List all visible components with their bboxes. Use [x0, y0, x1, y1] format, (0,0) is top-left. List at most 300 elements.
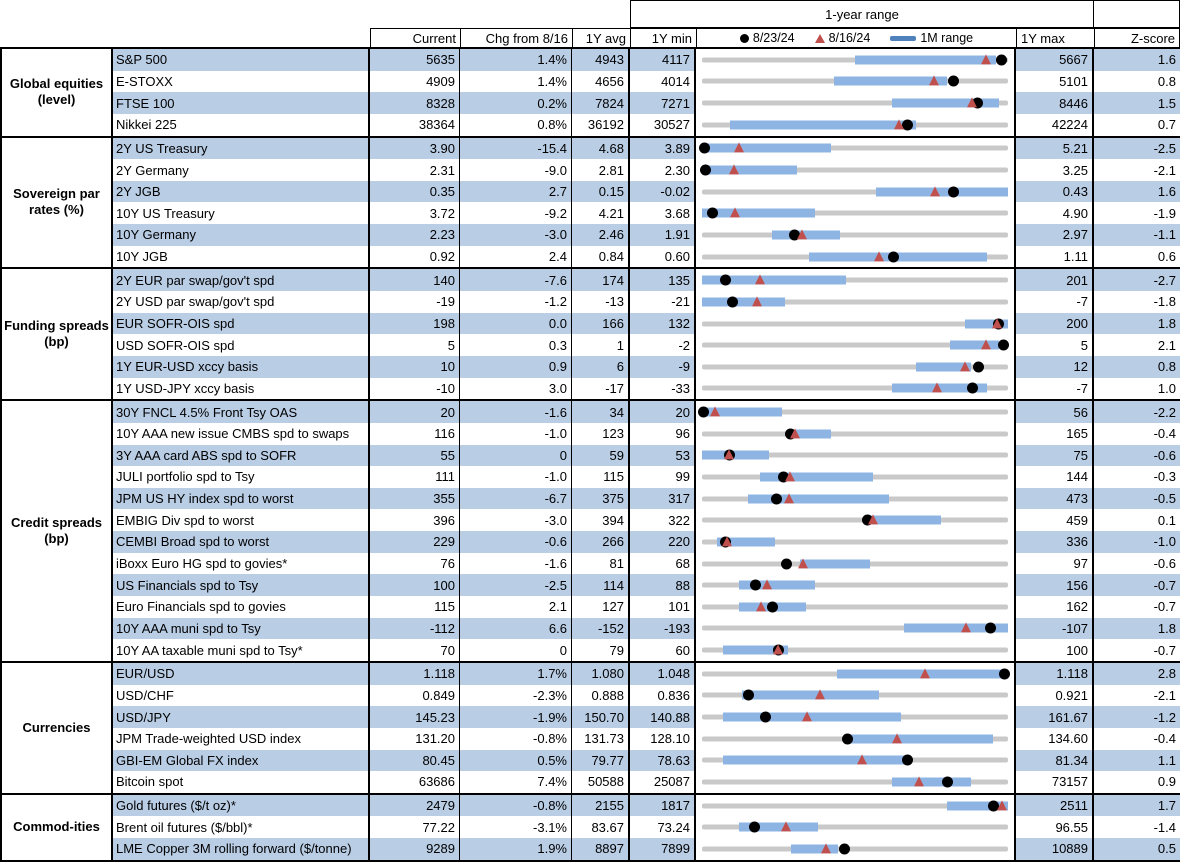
range-chart — [696, 618, 1016, 640]
range-chart — [696, 138, 1016, 160]
range-chart — [696, 838, 1016, 860]
cell-z-score: 0.8 — [1094, 71, 1180, 93]
cell-current: 116 — [370, 423, 460, 445]
cell-1y-max: 0.921 — [1016, 685, 1094, 707]
range-chart — [696, 750, 1016, 772]
range-chart-area — [702, 553, 1008, 575]
prior-week-triangle-marker — [756, 601, 766, 611]
cell-chg: 0.5% — [460, 750, 572, 772]
cell-chg: -3.0 — [460, 509, 572, 531]
cell-1y-avg: 36192 — [572, 114, 630, 136]
cell-1y-max: 8446 — [1016, 92, 1094, 114]
cell-1y-min: -2 — [630, 334, 696, 356]
cell-z-score: 0.9 — [1094, 771, 1180, 793]
prior-week-triangle-marker — [773, 645, 783, 655]
cell-chg: 0.8% — [460, 114, 572, 136]
cell-1y-min: 101 — [630, 596, 696, 618]
cell-current: 2.23 — [370, 224, 460, 246]
prior-week-triangle-marker — [929, 76, 939, 86]
cell-1y-min: 0.836 — [630, 685, 696, 707]
cell-1y-avg: -152 — [572, 618, 630, 640]
cell-1y-min: -193 — [630, 618, 696, 640]
cell-1y-min: 99 — [630, 466, 696, 488]
cell-chg: -15.4 — [460, 138, 572, 160]
range-chart-area — [702, 685, 1008, 707]
range-chart-area — [702, 269, 1008, 291]
cell-1y-avg: 1 — [572, 334, 630, 356]
cell-chg: -3.1% — [460, 816, 572, 838]
cell-chg: -9.0 — [460, 159, 572, 181]
range-chart-area — [702, 356, 1008, 378]
current-dot-marker — [948, 76, 959, 87]
cell-1y-avg: 127 — [572, 596, 630, 618]
cell-1y-min: 60 — [630, 639, 696, 661]
one-month-range-bar — [702, 297, 785, 306]
prior-week-triangle-marker — [857, 755, 867, 765]
cell-1y-max: 134.60 — [1016, 728, 1094, 750]
cell-1y-max: 97 — [1016, 553, 1094, 575]
range-chart — [696, 378, 1016, 400]
prior-week-triangle-marker — [981, 54, 991, 64]
cell-1y-avg: 59 — [572, 445, 630, 467]
cell-1y-avg: 174 — [572, 269, 630, 291]
cell-1y-avg: 131.73 — [572, 728, 630, 750]
range-chart — [696, 401, 1016, 423]
range-chart — [696, 202, 1016, 224]
range-chart — [696, 181, 1016, 203]
range-chart-area — [702, 596, 1008, 618]
row-name: 2Y EUR par swap/gov't spd — [113, 269, 370, 291]
row-name: E-STOXX — [113, 71, 370, 93]
cell-1y-max: 81.34 — [1016, 750, 1094, 772]
range-chart-area — [702, 92, 1008, 114]
one-month-range-bar — [702, 144, 831, 153]
range-chart — [696, 334, 1016, 356]
cell-chg: 0.9 — [460, 356, 572, 378]
cell-z-score: -1.0 — [1094, 531, 1180, 553]
current-dot-marker — [750, 580, 761, 591]
row-name: 2Y JGB — [113, 181, 370, 203]
prior-week-triangle-marker — [914, 776, 924, 786]
cell-1y-min: 317 — [630, 488, 696, 510]
cell-current: 8328 — [370, 92, 460, 114]
year-range-track — [702, 232, 1008, 237]
cell-chg: -3.0 — [460, 224, 572, 246]
cell-current: 0.92 — [370, 246, 460, 268]
cell-current: 115 — [370, 596, 460, 618]
cell-current: 5 — [370, 334, 460, 356]
range-chart-area — [702, 531, 1008, 553]
dot-marker-icon — [740, 34, 749, 43]
section-label: Currencies — [2, 663, 113, 793]
cell-1y-min: 140.88 — [630, 706, 696, 728]
range-chart-area — [702, 750, 1008, 772]
cell-chg: -0.8% — [460, 728, 572, 750]
current-dot-marker — [743, 690, 754, 701]
range-chart — [696, 356, 1016, 378]
one-month-range-bar — [950, 341, 999, 350]
row-name: USD/CHF — [113, 685, 370, 707]
cell-1y-min: 30527 — [630, 114, 696, 136]
cell-chg: -1.9% — [460, 706, 572, 728]
one-month-range-bar — [849, 734, 993, 743]
cell-1y-max: 3.25 — [1016, 159, 1094, 181]
prior-week-triangle-marker — [961, 623, 971, 633]
header-spacer-names — [0, 28, 370, 47]
row-name: 1Y USD-JPY xccy basis — [113, 378, 370, 400]
cell-chg: -1.2 — [460, 291, 572, 313]
section-label: Global equities (level) — [2, 49, 113, 136]
cell-z-score: -0.4 — [1094, 423, 1180, 445]
range-chart — [696, 596, 1016, 618]
one-month-range-bar — [702, 166, 797, 175]
cell-1y-max: 156 — [1016, 574, 1094, 596]
cell-chg: -1.6 — [460, 401, 572, 423]
cell-current: 396 — [370, 509, 460, 531]
cell-1y-avg: 123 — [572, 423, 630, 445]
cell-z-score: -0.6 — [1094, 553, 1180, 575]
range-chart-area — [702, 378, 1008, 400]
cell-1y-min: 53 — [630, 445, 696, 467]
current-dot-marker — [996, 54, 1007, 65]
cell-1y-max: -107 — [1016, 618, 1094, 640]
row-name: 10Y AAA new issue CMBS spd to swaps — [113, 423, 370, 445]
triangle-marker-icon — [815, 34, 825, 43]
cell-current: 4909 — [370, 71, 460, 93]
row-name: S&P 500 — [113, 49, 370, 71]
cell-1y-avg: -13 — [572, 291, 630, 313]
cell-current: 5635 — [370, 49, 460, 71]
cell-z-score: 0.6 — [1094, 246, 1180, 268]
cell-z-score: 1.6 — [1094, 181, 1180, 203]
range-chart — [696, 728, 1016, 750]
legend-item-bar — [890, 31, 973, 45]
range-chart — [696, 771, 1016, 793]
prior-week-triangle-marker — [892, 733, 902, 743]
current-dot-marker — [771, 493, 782, 504]
range-chart-area — [702, 706, 1008, 728]
range-chart-area — [702, 138, 1008, 160]
cell-chg: -0.6 — [460, 531, 572, 553]
cell-current: 111 — [370, 466, 460, 488]
cell-z-score: 2.1 — [1094, 334, 1180, 356]
row-name: USD SOFR-OIS spd — [113, 334, 370, 356]
range-chart — [696, 531, 1016, 553]
cell-1y-avg: 375 — [572, 488, 630, 510]
cell-chg: 2.4 — [460, 246, 572, 268]
range-chart-area — [702, 728, 1008, 750]
cell-1y-min: 128.10 — [630, 728, 696, 750]
cell-1y-avg: 7824 — [572, 92, 630, 114]
cell-z-score: 1.7 — [1094, 795, 1180, 817]
range-chart-area — [702, 114, 1008, 136]
cell-z-score: -1.9 — [1094, 202, 1180, 224]
current-dot-marker — [942, 776, 953, 787]
range-chart-area — [702, 224, 1008, 246]
cell-1y-max: 200 — [1016, 313, 1094, 335]
cell-1y-min: 78.63 — [630, 750, 696, 772]
cell-chg: 2.1 — [460, 596, 572, 618]
range-chart — [696, 795, 1016, 817]
row-name: 2Y USD par swap/gov't spd — [113, 291, 370, 313]
range-chart — [696, 49, 1016, 71]
cell-current: 20 — [370, 401, 460, 423]
cell-chg: -1.0 — [460, 466, 572, 488]
section-label: Sovereign par rates (%) — [2, 138, 113, 268]
prior-week-triangle-marker — [821, 843, 831, 853]
row-name: Nikkei 225 — [113, 114, 370, 136]
one-month-range-bar — [702, 209, 815, 218]
cell-chg: 1.4% — [460, 71, 572, 93]
cell-current: 70 — [370, 639, 460, 661]
row-name: LME Copper 3M rolling forward ($/tonne) — [113, 838, 370, 860]
legend-triangle-label: 8/16/24 — [828, 31, 871, 45]
cell-z-score: -2.1 — [1094, 685, 1180, 707]
cell-chg: -1.6 — [460, 553, 572, 575]
prior-week-triangle-marker — [967, 97, 977, 107]
prior-week-triangle-marker — [752, 296, 762, 306]
cell-1y-max: 100 — [1016, 639, 1094, 661]
range-chart-area — [702, 246, 1008, 268]
cell-chg: 0 — [460, 639, 572, 661]
row-name: 10Y JGB — [113, 246, 370, 268]
range-chart-area — [702, 159, 1008, 181]
row-name: CEMBI Broad spd to worst — [113, 531, 370, 553]
cell-1y-max: 201 — [1016, 269, 1094, 291]
cell-z-score: -0.7 — [1094, 639, 1180, 661]
cell-current: 2479 — [370, 795, 460, 817]
range-chart-area — [702, 574, 1008, 596]
header-row-columns — [0, 28, 1180, 47]
cell-chg: 0.0 — [460, 313, 572, 335]
row-name: Gold futures ($/t oz)* — [113, 795, 370, 817]
header-empty-corner — [1094, 0, 1180, 28]
cell-1y-min: 25087 — [630, 771, 696, 793]
cell-current: 80.45 — [370, 750, 460, 772]
row-name: 10Y AA taxable muni spd to Tsy* — [113, 639, 370, 661]
row-name: EUR/USD — [113, 663, 370, 685]
cell-1y-max: 1.118 — [1016, 663, 1094, 685]
cell-1y-avg: 79.77 — [572, 750, 630, 772]
current-dot-marker — [781, 558, 792, 569]
range-chart — [696, 92, 1016, 114]
row-name: 10Y Germany — [113, 224, 370, 246]
cell-1y-max: 1.11 — [1016, 246, 1094, 268]
cell-1y-max: 473 — [1016, 488, 1094, 510]
cell-1y-max: 56 — [1016, 401, 1094, 423]
cell-1y-min: -21 — [630, 291, 696, 313]
section-currencies — [2, 661, 1178, 793]
cell-1y-min: 68 — [630, 553, 696, 575]
cell-1y-avg: 4656 — [572, 71, 630, 93]
cell-current: 229 — [370, 531, 460, 553]
one-month-range-bar — [742, 691, 880, 700]
cell-chg: -2.3% — [460, 685, 572, 707]
cell-current: 76 — [370, 553, 460, 575]
range-chart — [696, 114, 1016, 136]
current-dot-marker — [948, 186, 959, 197]
cell-current: 131.20 — [370, 728, 460, 750]
cell-1y-avg: 0.84 — [572, 246, 630, 268]
range-chart — [696, 445, 1016, 467]
cell-1y-avg: 50588 — [572, 771, 630, 793]
cell-1y-avg: 4943 — [572, 49, 630, 71]
prior-week-triangle-marker — [755, 275, 765, 285]
header-spacer-left — [0, 0, 630, 28]
one-month-range-bar — [748, 494, 889, 503]
range-chart-area — [702, 771, 1008, 793]
cell-z-score: 1.1 — [1094, 750, 1180, 772]
cell-z-score: 0.7 — [1094, 114, 1180, 136]
cell-z-score: -2.7 — [1094, 269, 1180, 291]
chart-legend — [696, 28, 1016, 47]
current-dot-marker — [699, 143, 710, 154]
range-chart-area — [702, 466, 1008, 488]
range-chart — [696, 159, 1016, 181]
one-month-range-bar — [702, 451, 769, 460]
row-name: Brent oil futures ($/bbl)* — [113, 816, 370, 838]
range-chart-area — [702, 181, 1008, 203]
prior-week-triangle-marker — [802, 711, 812, 721]
range-chart-area — [702, 509, 1008, 531]
prior-week-triangle-marker — [785, 471, 795, 481]
cell-1y-max: 96.55 — [1016, 816, 1094, 838]
current-dot-marker — [998, 340, 1009, 351]
current-dot-marker — [967, 383, 978, 394]
cell-1y-min: 1817 — [630, 795, 696, 817]
one-month-range-bar — [723, 756, 907, 765]
cell-1y-avg: 115 — [572, 466, 630, 488]
range-chart — [696, 313, 1016, 335]
range-chart — [696, 509, 1016, 531]
one-month-range-bar — [730, 120, 917, 129]
cell-current: 145.23 — [370, 706, 460, 728]
cell-1y-avg: 266 — [572, 531, 630, 553]
one-month-range-bar — [892, 777, 972, 786]
cell-chg: 1.9% — [460, 838, 572, 860]
cell-1y-avg: 2.81 — [572, 159, 630, 181]
range-chart-area — [702, 488, 1008, 510]
current-dot-marker — [707, 208, 718, 219]
range-chart-area — [702, 71, 1008, 93]
cell-z-score: -1.8 — [1094, 291, 1180, 313]
cell-1y-min: 1.048 — [630, 663, 696, 685]
current-dot-marker — [985, 623, 996, 634]
row-name: GBI-EM Global FX index — [113, 750, 370, 772]
row-name: 30Y FNCL 4.5% Front Tsy OAS — [113, 401, 370, 423]
cell-1y-max: 2511 — [1016, 795, 1094, 817]
cell-current: 140 — [370, 269, 460, 291]
prior-week-triangle-marker — [992, 318, 1002, 328]
cell-z-score: 1.8 — [1094, 313, 1180, 335]
cell-z-score: -0.7 — [1094, 596, 1180, 618]
row-name: 10Y US Treasury — [113, 202, 370, 224]
cell-1y-avg: 4.68 — [572, 138, 630, 160]
legend-bar-label: 1M range — [920, 31, 974, 45]
cell-current: 198 — [370, 313, 460, 335]
current-dot-marker — [700, 165, 711, 176]
prior-week-triangle-marker — [815, 690, 825, 700]
prior-week-triangle-marker — [894, 119, 904, 129]
row-name: JULI portfolio spd to Tsy — [113, 466, 370, 488]
one-month-range-bar — [791, 844, 838, 853]
cell-1y-max: 2.97 — [1016, 224, 1094, 246]
row-name: FTSE 100 — [113, 92, 370, 114]
prior-week-triangle-marker — [932, 383, 942, 393]
legend-item-triangle — [815, 31, 871, 45]
prior-week-triangle-marker — [930, 186, 940, 196]
range-chart — [696, 488, 1016, 510]
section-label: Credit spreads (bp) — [2, 401, 113, 661]
range-chart-area — [702, 291, 1008, 313]
cell-1y-min: 7271 — [630, 92, 696, 114]
prior-week-triangle-marker — [797, 229, 807, 239]
prior-week-triangle-marker — [874, 251, 884, 261]
range-chart — [696, 246, 1016, 268]
cell-chg: 1.7% — [460, 663, 572, 685]
cell-1y-max: 42224 — [1016, 114, 1094, 136]
col-header-chg: Chg from 8/16 — [460, 28, 572, 47]
cell-z-score: 1.6 — [1094, 49, 1180, 71]
cell-current: 3.72 — [370, 202, 460, 224]
cell-1y-min: 132 — [630, 313, 696, 335]
prior-week-triangle-marker — [724, 450, 734, 460]
cell-1y-min: 0.60 — [630, 246, 696, 268]
row-name: 3Y AAA card ABS spd to SOFR — [113, 445, 370, 467]
cell-current: 0.35 — [370, 181, 460, 203]
cell-z-score: 0.8 — [1094, 356, 1180, 378]
prior-week-triangle-marker — [781, 822, 791, 832]
cell-current: 55 — [370, 445, 460, 467]
header-row-range — [0, 0, 1180, 28]
range-chart — [696, 639, 1016, 661]
cell-current: 77.22 — [370, 816, 460, 838]
range-chart — [696, 224, 1016, 246]
cell-chg: -7.6 — [460, 269, 572, 291]
cell-z-score: -1.2 — [1094, 706, 1180, 728]
range-chart-area — [702, 445, 1008, 467]
cell-1y-max: 12 — [1016, 356, 1094, 378]
range-chart — [696, 423, 1016, 445]
cell-1y-min: 220 — [630, 531, 696, 553]
section-label: Funding spreads (bp) — [2, 269, 113, 399]
cell-1y-min: 4117 — [630, 49, 696, 71]
cell-1y-min: 322 — [630, 509, 696, 531]
current-dot-marker — [839, 843, 850, 854]
range-chart — [696, 269, 1016, 291]
one-month-range-bar — [723, 713, 900, 722]
prior-week-triangle-marker — [762, 580, 772, 590]
range-chart-area — [702, 795, 1008, 817]
cell-chg: 2.7 — [460, 181, 572, 203]
row-name: US Financials spd to Tsy — [113, 574, 370, 596]
row-name: EMBIG Div spd to worst — [113, 509, 370, 531]
col-header-z-score: Z-score — [1094, 28, 1180, 47]
cell-1y-max: 10889 — [1016, 838, 1094, 860]
range-chart-area — [702, 401, 1008, 423]
cell-z-score: -2.2 — [1094, 401, 1180, 423]
cell-1y-avg: 83.67 — [572, 816, 630, 838]
table-body — [0, 47, 1180, 862]
cell-1y-max: 459 — [1016, 509, 1094, 531]
cell-current: 9289 — [370, 838, 460, 860]
cell-current: -10 — [370, 378, 460, 400]
range-chart — [696, 685, 1016, 707]
prior-week-triangle-marker — [722, 536, 732, 546]
cell-chg: -0.8% — [460, 795, 572, 817]
range-chart — [696, 71, 1016, 93]
range-chart-area — [702, 639, 1008, 661]
